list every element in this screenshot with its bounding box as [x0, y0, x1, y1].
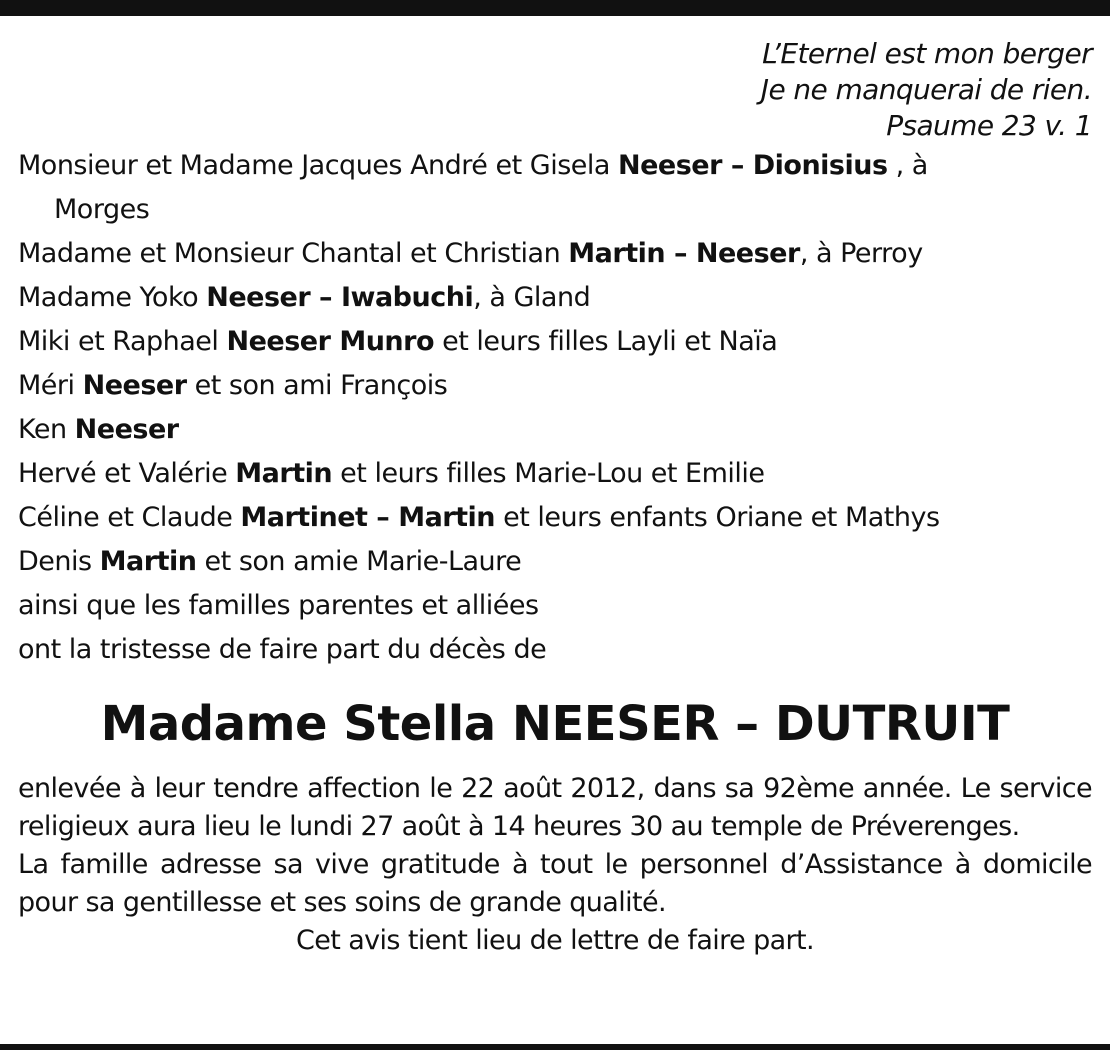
obituary-notice	[18, 36, 1092, 960]
details-paragraph-2: La famille adresse sa vive gratitude à tout le personnel d’Assistance à domicile pour sa gentillesse et ses soins de grande qualité.	[18, 849, 1092, 918]
closing-line: Cet avis tient lieu de lettre de faire part.	[295, 925, 815, 956]
top-border-rule	[0, 0, 1110, 16]
family-line: Madame Yoko Neeser – Iwabuchi, à Gland	[18, 282, 591, 313]
family-surname: Martinet – Martin	[240, 502, 495, 533]
family-line-continuation: Morges	[54, 194, 150, 225]
verse-line-1: L’Eternel est mon berger	[762, 37, 1092, 70]
details-paragraph-1: enlevée à leur tendre affection le 22 août 2012, dans sa 92ème année. Le service religieux aura lieu le lundi 27 août à 14 heures 30 au temple de Préverenges.	[18, 773, 1092, 842]
family-line: Céline et Claude Martinet – Martin et leurs enfants Oriane et Mathys	[18, 502, 940, 533]
family-line: Méri Neeser et son ami François	[18, 370, 448, 401]
family-surname: Neeser	[74, 414, 179, 445]
family-surname: Neeser	[82, 370, 187, 401]
family-surname: Neeser Munro	[226, 326, 435, 357]
deceased-name: Madame Stella NEESER – DUTRUIT	[100, 696, 1010, 752]
family-surname: Neeser – Dionisius	[618, 150, 888, 181]
family-line: Miki et Raphael Neeser Munro et leurs filles Layli et Naïa	[18, 326, 778, 357]
announcement-line: ont la tristesse de faire part du décès de	[18, 634, 547, 665]
family-line: Hervé et Valérie Martin et leurs filles Marie-Lou et Emilie	[18, 458, 765, 489]
relatives-line: ainsi que les familles parentes et alliées	[18, 590, 539, 621]
verse-line-2: Je ne manquerai de rien.	[760, 73, 1092, 106]
family-surname: Neeser – Iwabuchi	[206, 282, 474, 313]
family-line: Madame et Monsieur Chantal et Christian Martin – Neeser, à Perroy	[18, 238, 923, 269]
family-list	[18, 144, 1092, 672]
verse-reference: Psaume 23 v. 1	[886, 109, 1092, 142]
family-line: Ken Neeser	[18, 414, 179, 445]
family-surname: Martin	[99, 546, 197, 577]
family-line: Monsieur et Madame Jacques André et Gisela Neeser – Dionisius , à Morges	[18, 144, 1092, 232]
bottom-border-rule	[0, 1044, 1110, 1050]
bible-verse	[18, 36, 1092, 144]
family-line: Denis Martin et son amie Marie-Laure	[18, 546, 522, 577]
family-surname: Martin	[235, 458, 333, 489]
family-surname: Martin – Neeser	[568, 238, 800, 269]
